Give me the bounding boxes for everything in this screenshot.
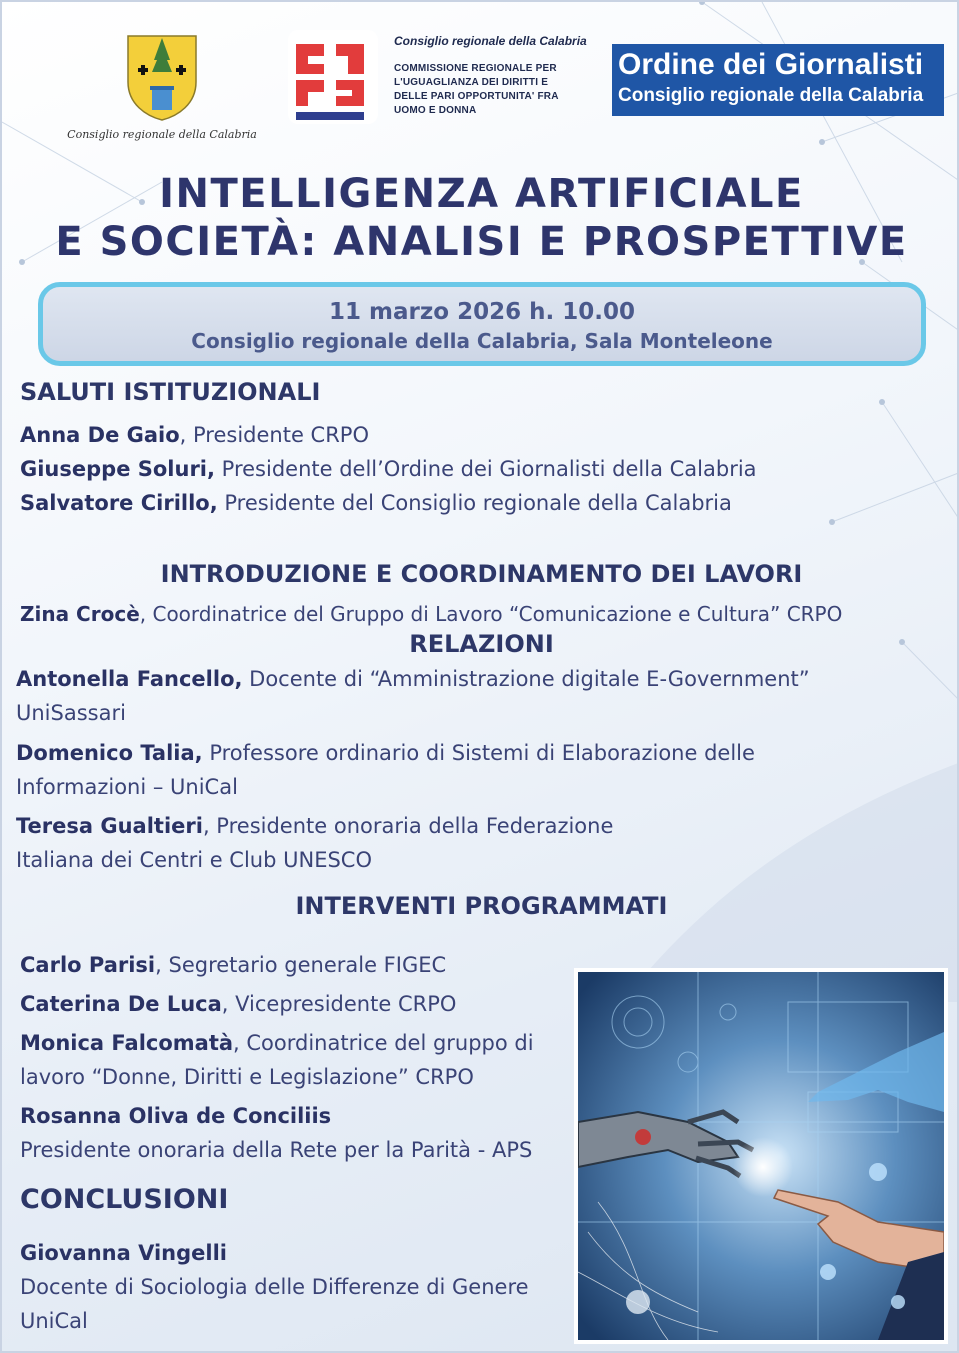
speaker-role: Professore ordinario di Sistemi di Elaborazione delle: [202, 741, 755, 765]
crpo-line: DELLE PARI OPPORTUNITA' FRA: [394, 91, 559, 102]
speaker-name: Teresa Gualtieri: [16, 814, 203, 838]
speaker-line: [20, 418, 369, 452]
event-title: [2, 170, 959, 266]
event-venue: Consiglio regionale della Calabria, Sala Monteleone: [191, 329, 773, 353]
coat-of-arms-icon: [122, 30, 202, 122]
speaker-name: Giovanna Vingelli: [20, 1241, 228, 1265]
title-line-1: INTELLIGENZA ARTIFICIALE: [159, 171, 804, 217]
ai-hands-image: [574, 968, 948, 1344]
crpo-logo: [282, 24, 602, 134]
odg-title: Ordine dei Giornalisti: [618, 48, 924, 81]
crpo-line: COMMISSIONE REGIONALE PER: [394, 63, 557, 74]
speaker-line: [20, 948, 446, 982]
speaker-line: [20, 1099, 331, 1133]
introduzione-heading: INTRODUZIONE E COORDINAMENTO DEI LAVORI: [160, 560, 803, 588]
speaker-affiliation: UniSassari: [16, 701, 126, 725]
robot-human-hand-icon: [578, 972, 944, 1340]
speaker-role: , Presidente CRPO: [179, 423, 370, 447]
speaker-role: Docente di “Amministrazione digitale E-Government”: [242, 667, 810, 691]
speaker-affiliation: Italiana dei Centri e Club UNESCO: [16, 848, 372, 872]
odg-logo: [612, 44, 944, 116]
speaker-name: Rosanna Oliva de Conciliis: [20, 1104, 332, 1128]
speaker-name: Zina Crocè: [20, 602, 140, 626]
speaker-name: Caterina De Luca: [20, 992, 222, 1016]
crpo-commission-name: [394, 62, 604, 118]
speaker-role: Docente di Sociologia delle Differenze di Genere: [20, 1275, 529, 1299]
crpo-organization: Consiglio regionale della Calabria: [394, 34, 587, 48]
speaker-role: , Coordinatrice del gruppo di: [233, 1031, 534, 1055]
relazioni-heading: RELAZIONI: [409, 630, 554, 658]
conclusioni-heading: CONCLUSIONI: [20, 1184, 229, 1215]
speaker-line: [20, 1236, 227, 1270]
speaker-role: , Coordinatrice del Gruppo di Lavoro “Comunicazione e Cultura” CRPO: [139, 602, 843, 626]
speaker-line: [20, 987, 456, 1021]
interventi-heading: INTERVENTI PROGRAMMATI: [295, 892, 668, 920]
speaker-affiliation: Presidente onoraria della Rete per la Parità - APS: [20, 1138, 533, 1162]
speaker-role: Presidente del Consiglio regionale della Calabria: [217, 491, 732, 515]
speaker-name: Anna De Gaio: [20, 423, 180, 447]
crpo-line: UOMO E DONNA: [394, 105, 477, 116]
calabria-logo: [62, 30, 262, 148]
title-line-2: E SOCIETÀ: ANALISI E PROSPETTIVE: [55, 219, 908, 265]
speaker-line: [16, 662, 810, 696]
speaker-line: [16, 736, 755, 770]
speaker-line: [16, 809, 613, 843]
speaker-role: , Segretario generale FIGEC: [155, 953, 447, 977]
calabria-caption: Consiglio regionale della Calabria: [67, 128, 257, 141]
speaker-line: [20, 486, 732, 520]
speaker-name: Giuseppe Soluri,: [20, 457, 215, 481]
saluti-heading: SALUTI ISTITUZIONALI: [20, 378, 321, 406]
speaker-affiliation: UniCal: [20, 1309, 88, 1333]
speaker-name: Domenico Talia,: [16, 741, 203, 765]
crpo-line: L'UGUAGLIANZA DEI DIRITTI E: [394, 77, 549, 88]
crpo-symbol-icon: [282, 24, 382, 128]
speaker-role: Presidente dell’Ordine dei Giornalisti della Calabria: [214, 457, 757, 481]
event-info-box: [38, 282, 926, 366]
speaker-line: [20, 1026, 534, 1060]
speaker-affiliation: Informazioni – UniCal: [16, 775, 238, 799]
speaker-affiliation: lavoro “Donne, Diritti e Legislazione” CRPO: [20, 1065, 474, 1089]
speaker-name: Carlo Parisi: [20, 953, 156, 977]
speaker-name: Salvatore Cirillo,: [20, 491, 218, 515]
odg-subtitle: Consiglio regionale della Calabria: [618, 85, 924, 106]
speaker-role: , Vicepresidente CRPO: [221, 992, 457, 1016]
speaker-role: , Presidente onoraria della Federazione: [202, 814, 614, 838]
speaker-line: [20, 597, 842, 631]
event-date: 11 marzo 2026 h. 10.00: [329, 299, 635, 325]
speaker-name: Monica Falcomatà: [20, 1031, 234, 1055]
speaker-name: Antonella Fancello,: [16, 667, 243, 691]
speaker-line: [20, 452, 757, 486]
